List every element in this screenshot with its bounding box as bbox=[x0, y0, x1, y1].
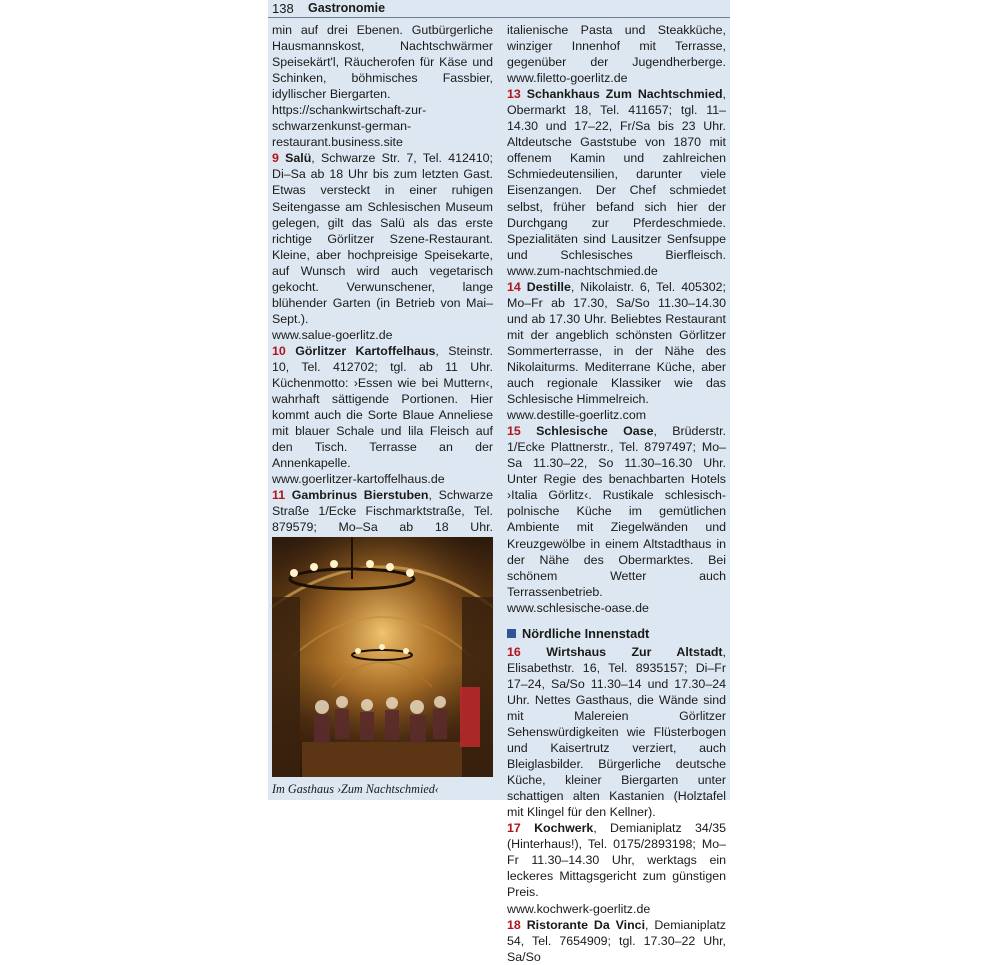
section-title: Gastronomie bbox=[308, 1, 386, 15]
page-number: 138 bbox=[272, 1, 294, 16]
entry-number: 10 bbox=[272, 343, 286, 358]
entry-name: Görlitzer Kartoffelhaus bbox=[295, 343, 436, 358]
subsection-heading bbox=[507, 626, 726, 642]
entry-number: 18 bbox=[507, 917, 521, 932]
entry-text: , Steinstr. 10, Tel. 412702; tgl. ab 11 Uhr. Küchenmotto: ›Essen wie bei Muttern‹, wahrhaft sättigende Portionen. Hier kommt auch die Sorte Blaue Anneliese mit blauer Schale und lila Fleisch auf den Tisch. Terrasse an der Annenkapelle. bbox=[272, 343, 493, 471]
entry-name: Schankhaus Zum Nachtschmied bbox=[526, 87, 723, 102]
photo-caption: Im Gasthaus ›Zum Nachtschmied‹ bbox=[272, 782, 439, 796]
entry-number: 16 bbox=[507, 644, 521, 659]
entry-number: 9 bbox=[272, 151, 279, 166]
entry-number: 13 bbox=[507, 87, 521, 102]
restaurant-photo bbox=[272, 537, 493, 777]
entry-name: Kochwerk bbox=[534, 821, 594, 836]
entry-text: , Schwarze Straße 1/Ecke Fischmarktstraße, Tel. 879579; Mo–Sa ab 18 Uhr. bbox=[272, 488, 493, 535]
book-page bbox=[268, 0, 730, 964]
restaurant-interior-illustration bbox=[272, 537, 493, 777]
entry-15 bbox=[507, 423, 726, 616]
entry-text: italienische Pasta und Steakküche, winziger Innenhof mit Terrasse, gegenüber der Jugendherberge. bbox=[507, 23, 726, 70]
entry-url: www.schlesische-oase.de bbox=[507, 600, 649, 615]
entry-url: www.salue-goerlitz.de bbox=[272, 327, 393, 342]
entry-url: https://schankwirtschaft-zur-schwarzenkunst-german-restaurant.business.site bbox=[272, 103, 427, 150]
entry-name: Destille bbox=[526, 279, 571, 294]
entry-text: , Demianiplatz 34/35 (Hinterhaus!), Tel. 0175/2893198; Mo–Fr 11.30–14.30 Uhr, werktags ein leckeres Mittagsgericht zum günstigen Preis. bbox=[507, 821, 726, 900]
entry-18 bbox=[507, 917, 726, 965]
entry-name: Gambrinus Bierstuben bbox=[291, 488, 429, 503]
square-bullet-icon bbox=[507, 629, 516, 638]
entry-10 bbox=[272, 343, 493, 487]
entry-text: , Nikolaistr. 6, Tel. 405302; Mo–Fr ab 17.30, Sa/So 11.30–14.30 und ab 17.30 Uhr. Beliebtes Restaurant mit der angeblich schönsten Görlitzer Sommerterrasse, in der Nähe des Nikolaiturms. Mediterrane Küche, aber auch regionale Klassiker wie das Schlesische Himmelreich. bbox=[507, 279, 726, 407]
entry-continuation bbox=[272, 22, 493, 150]
subsection-title: Nördliche Innenstadt bbox=[522, 625, 650, 641]
entry-text: , Brüderstr. 1/Ecke Plattnerstr., Tel. 8797497; Mo–Sa 11.30–22, So 11.30–16.30 Uhr. Unter Regie des benachbarten Hotels ›Italia Görlitz‹. Rustikale schlesisch-polnische Küche im gemütlichen Ambiente mit Ziegelwänden und Kreuzgewölbe in einem Altstadthaus in der Nähe des Obermarktes. Bei schönem Wetter auch Terrassenbetrieb. bbox=[507, 424, 726, 599]
entry-name: Salü bbox=[285, 151, 312, 166]
entry-9 bbox=[272, 150, 493, 343]
entry-name: Schlesische Oase bbox=[536, 424, 654, 439]
entry-text: , Obermarkt 18, Tel. 411657; tgl. 11–14.30 und 17–22, Fr/Sa bis 23 Uhr. Altdeutsche Gaststube von 1870 mit offenem Kamin und zahlreichen Schmiedeutensilien, darunter viele Eisenzangen. Der Chef schmiedet selbst, früher befand sich hier der Durchgang zur Pferdeschmiede. Spezialitäten sind Lausitzer Senfsuppe und Schlesisches Bierfleisch. bbox=[507, 87, 726, 262]
right-column bbox=[507, 22, 726, 965]
entry-16 bbox=[507, 644, 726, 821]
entry-number: 15 bbox=[507, 424, 521, 439]
entry-url: www.destille-goerlitz.com bbox=[507, 408, 647, 423]
entry-url: www.zum-nachtschmied.de bbox=[507, 263, 658, 278]
entry-number: 17 bbox=[507, 821, 521, 836]
entry-text: , Demianiplatz 54, Tel. 7654909; tgl. 17.30–22 Uhr, Sa/So bbox=[507, 917, 726, 964]
page-header bbox=[268, 0, 730, 18]
entry-number: 11 bbox=[272, 488, 286, 503]
entry-text: , Elisabethstr. 16, Tel. 8935157; Di–Fr 17–24, Sa/So 11.30–14 und 17.30–24 Uhr. Nettes Gasthaus, die Wände sind mit Malereien Görlitzer Sehenswürdigkeiten wie Flüsterbogen und Kaisertrutz verziert, auch Bleiglasbilder. Bürgerliche deutsche Küche, kleiner Biergarten unter schattigen alten Kastanien (Holztafel mit Klingel für den Kellner). bbox=[507, 644, 726, 820]
entry-name: Ristorante Da Vinci bbox=[526, 917, 646, 932]
entry-12-continued bbox=[507, 22, 726, 86]
entry-url: www.goerlitzer-kartoffelhaus.de bbox=[272, 472, 445, 487]
entry-13 bbox=[507, 86, 726, 279]
entry-url: www.kochwerk-goerlitz.de bbox=[507, 901, 651, 916]
entry-14 bbox=[507, 279, 726, 423]
entry-name: Wirtshaus Zur Altstadt bbox=[546, 644, 723, 659]
entry-text: min auf drei Ebenen. Gutbürgerliche Hausmannskost, Nachtschwärmer Speisekärt'l, Räucherofen für Käse und Schinken, böhmisches Fassbier, idyllischer Biergarten. bbox=[272, 23, 493, 102]
entry-17 bbox=[507, 820, 726, 916]
entry-number: 14 bbox=[507, 279, 521, 294]
entry-url: www.filetto-goerlitz.de bbox=[507, 71, 628, 86]
entry-text: , Schwarze Str. 7, Tel. 412410; Di–Sa ab 18 Uhr bis zum letzten Gast. Etwas versteckt in einer ruhigen Seitengasse am Schlesischen Museum gelegen, gilt das Salü als das erste richtige Görlitzer Szene-Restaurant. Kleine, aber hochpreisige Speisekarte, auf Wunsch wird auch vegetarisch gekocht. Verwunschener, lange blühender Garten (in Betrieb von Mai–Sept.). bbox=[272, 151, 493, 326]
